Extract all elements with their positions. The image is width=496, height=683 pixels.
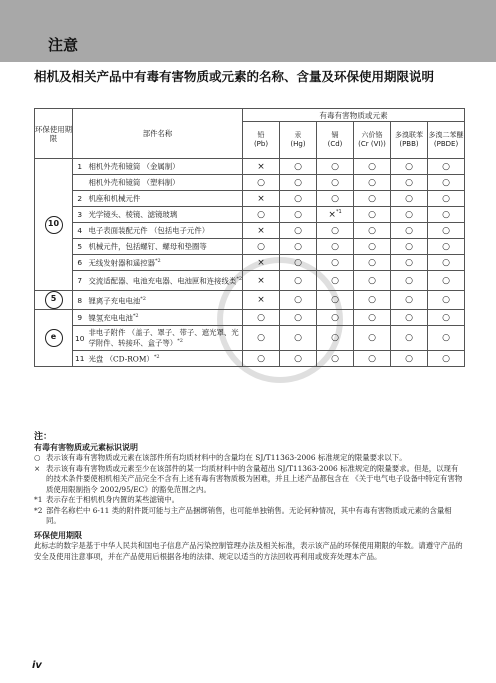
substance-mark: ○ [280, 159, 317, 175]
substance-mark: ○ [280, 255, 317, 271]
substance-header: 汞 (Hg) [280, 122, 317, 159]
row-number: 4 [73, 223, 87, 239]
substance-mark: ○ [391, 191, 428, 207]
substance-mark: × [243, 191, 280, 207]
substance-mark: ○ [391, 271, 428, 291]
substance-mark: ○ [280, 351, 317, 367]
substance-mark: ○ [428, 271, 465, 291]
part-name: 相机外壳和镜筒 （塑料制） [87, 175, 243, 191]
table-row [35, 310, 465, 326]
substance-header: 多溴联苯 (PBB) [391, 122, 428, 159]
table-row [35, 175, 465, 191]
substance-mark: ○ [391, 223, 428, 239]
row-number: 6 [73, 255, 87, 271]
row-number: 5 [73, 239, 87, 255]
substance-mark: × [243, 291, 280, 310]
table-row [35, 255, 465, 271]
substance-mark: ○ [391, 310, 428, 326]
substance-mark: × [243, 255, 280, 271]
substance-mark: ○ [354, 239, 391, 255]
part-name: 相机外壳和镜筒 （金属制） [87, 159, 243, 175]
substance-header: 镉 (Cd) [317, 122, 354, 159]
row-number: 1 [73, 159, 87, 175]
period-title: 环保使用期限 [34, 530, 82, 540]
substance-mark: ○ [243, 207, 280, 223]
header-bar [0, 0, 496, 62]
substance-mark: ○ [243, 351, 280, 367]
substance-mark: ○ [280, 207, 317, 223]
substance-mark: ○ [280, 191, 317, 207]
part-name: 非电子附件 （盖子、罩子、带子、遮光罩、光学附件、转接环、盒子等）$^{*2}$ [87, 326, 243, 351]
hazardous-substances-table [34, 108, 465, 367]
substance-mark: ○ [428, 223, 465, 239]
period-text: 此标志的数字是基于中华人民共和国电子信息产品污染控制管理办法及相关标准，表示该产品的环保使用期限的年数。请遵守产品的安全及使用注意事项，并在产品使用后根据各地的法律、规定以适当的方法回收再利用或废弃处理本产品。 [34, 541, 463, 561]
substance-mark: ○ [317, 310, 354, 326]
substance-mark: ○ [317, 223, 354, 239]
row-number: 7 [73, 271, 87, 291]
substance-mark: ○ [354, 351, 391, 367]
substance-mark: ○ [391, 159, 428, 175]
row-number: 9 [73, 310, 87, 326]
period-badge-icon: 5 [35, 291, 73, 310]
note-item: ○ 表示该有毒有害物质或元素在该部件所有均质材料中的含量均在 SJ/T11363-2006 标准规定的限量要求以下。 [34, 453, 407, 462]
part-name: 镍氢充电电池$^{*2}$ [87, 310, 243, 326]
substance-header: 六价铬 (Cr (VI)) [354, 122, 391, 159]
substance-mark: ○ [428, 291, 465, 310]
substance-header: 铅 (Pb) [243, 122, 280, 159]
row-number: 2 [73, 191, 87, 207]
substance-mark: ○ [243, 239, 280, 255]
substance-mark: ○ [354, 191, 391, 207]
substance-mark: ○ [280, 310, 317, 326]
substance-mark: ○ [317, 191, 354, 207]
part-name: 电子表面装配元件 （包括电子元件） [87, 223, 243, 239]
substance-mark: ○ [354, 223, 391, 239]
table-row [35, 326, 465, 351]
part-name: 无线发射器和遥控器$^{*2}$ [87, 255, 243, 271]
substance-mark: ○ [317, 175, 354, 191]
substance-mark: ○ [354, 271, 391, 291]
page-number: iv [32, 660, 42, 671]
table-row [35, 223, 465, 239]
part-name: 锂离子充电电池$^{*2}$ [87, 291, 243, 310]
substance-mark: ×$^{*1}$ [317, 207, 354, 223]
table-row [35, 191, 465, 207]
substance-mark: ○ [354, 207, 391, 223]
substance-mark: ○ [317, 159, 354, 175]
part-name: 光盘 $(CD-ROM)^{*2}$ [87, 351, 243, 367]
substance-mark: ○ [428, 351, 465, 367]
substance-mark: ○ [391, 351, 428, 367]
col-period-header: 环保使用期限 [35, 109, 73, 159]
note-item: *2 部件名称栏中 6-11 类的附件既可能与主产品捆绑销售，也可能单独销售。无论何种情况，其中有毒有害物质或元素的含量相同。 [34, 505, 452, 525]
period-badge-icon: e [35, 310, 73, 367]
part-name: 机械元件，包括螺钉、螺母和垫圈等 [87, 239, 243, 255]
substance-mark: ○ [317, 326, 354, 351]
substance-mark: ○ [280, 223, 317, 239]
substance-mark: ○ [354, 291, 391, 310]
substance-mark: ○ [280, 175, 317, 191]
substance-mark: ○ [280, 239, 317, 255]
substance-mark: ○ [428, 207, 465, 223]
substance-mark: ○ [317, 291, 354, 310]
substance-mark: ○ [280, 326, 317, 351]
substance-mark: ○ [280, 271, 317, 291]
substance-mark: ○ [391, 239, 428, 255]
note-item: *1 表示存在于相机机身内置的某些滤镜中。 [34, 495, 180, 504]
substance-mark: ○ [317, 351, 354, 367]
table-row [35, 239, 465, 255]
substance-mark: × [243, 159, 280, 175]
note-item: × 表示该有毒有害物质或元素至少在该部件的某一均质材料中的含量超出 SJ/T11363-2006 标准规定的限量要求。但是，以现有的技术条件要使相机相关产品完全不含有上述有毒有害物质极为困难，并且上述产品都包含在 《关于电气电子设备中特定有害物质使用限制指令 2002/95/EC》的豁免范围之内。 [34, 463, 463, 494]
substance-mark: ○ [428, 191, 465, 207]
substance-mark: ○ [317, 271, 354, 291]
substance-mark: ○ [354, 310, 391, 326]
col-part-header: 部件名称 [73, 109, 243, 159]
substance-mark: ○ [317, 255, 354, 271]
notes-subtitle: 有毒有害物质或元素标识说明 [34, 442, 138, 452]
part-name: 机座和机械元件 [87, 191, 243, 207]
substance-mark: ○ [391, 175, 428, 191]
substance-mark: ○ [428, 326, 465, 351]
substance-mark: ○ [391, 255, 428, 271]
substance-mark: ○ [280, 291, 317, 310]
substance-mark: ○ [391, 291, 428, 310]
substance-mark: ○ [428, 175, 465, 191]
substance-mark: × [243, 271, 280, 291]
substance-mark: ○ [428, 159, 465, 175]
substance-mark: ○ [428, 255, 465, 271]
table-row [35, 351, 465, 367]
table-row [35, 207, 465, 223]
row-number: 11 [73, 351, 87, 367]
substance-header: 多溴二苯醚 (PBDE) [428, 122, 465, 159]
substance-mark: ○ [243, 175, 280, 191]
substance-mark: ○ [391, 207, 428, 223]
row-number: 10 [73, 326, 87, 351]
substance-mark: ○ [317, 239, 354, 255]
notes-section [34, 432, 464, 562]
table-row [35, 271, 465, 291]
substance-mark: ○ [354, 175, 391, 191]
substance-mark: ○ [243, 326, 280, 351]
col-group-header: 有毒有害物质或元素 [243, 109, 465, 122]
substance-mark: ○ [428, 310, 465, 326]
row-number [73, 175, 87, 191]
substance-mark: ○ [354, 255, 391, 271]
substance-mark: × [243, 223, 280, 239]
substance-mark: ○ [243, 310, 280, 326]
part-name: 光学镜头、棱镜、滤镜玻璃 [87, 207, 243, 223]
table-row [35, 291, 465, 310]
substance-mark: ○ [354, 326, 391, 351]
table-row [35, 159, 465, 175]
row-number: 8 [73, 291, 87, 310]
row-number: 3 [73, 207, 87, 223]
substance-mark: ○ [354, 159, 391, 175]
period-badge-icon: 10 [35, 159, 73, 291]
page-title: 注意 [48, 36, 79, 54]
substance-mark: ○ [391, 326, 428, 351]
section-heading: 相机及相关产品中有毒有害物质或元素的名称、含量及环保使用期限说明 [34, 69, 435, 84]
notes-title: 注： [34, 432, 53, 442]
substance-mark: ○ [428, 239, 465, 255]
part-name: 交流适配器、电池充电器、电池匣和连接线类$^{*2}$ [87, 271, 243, 291]
